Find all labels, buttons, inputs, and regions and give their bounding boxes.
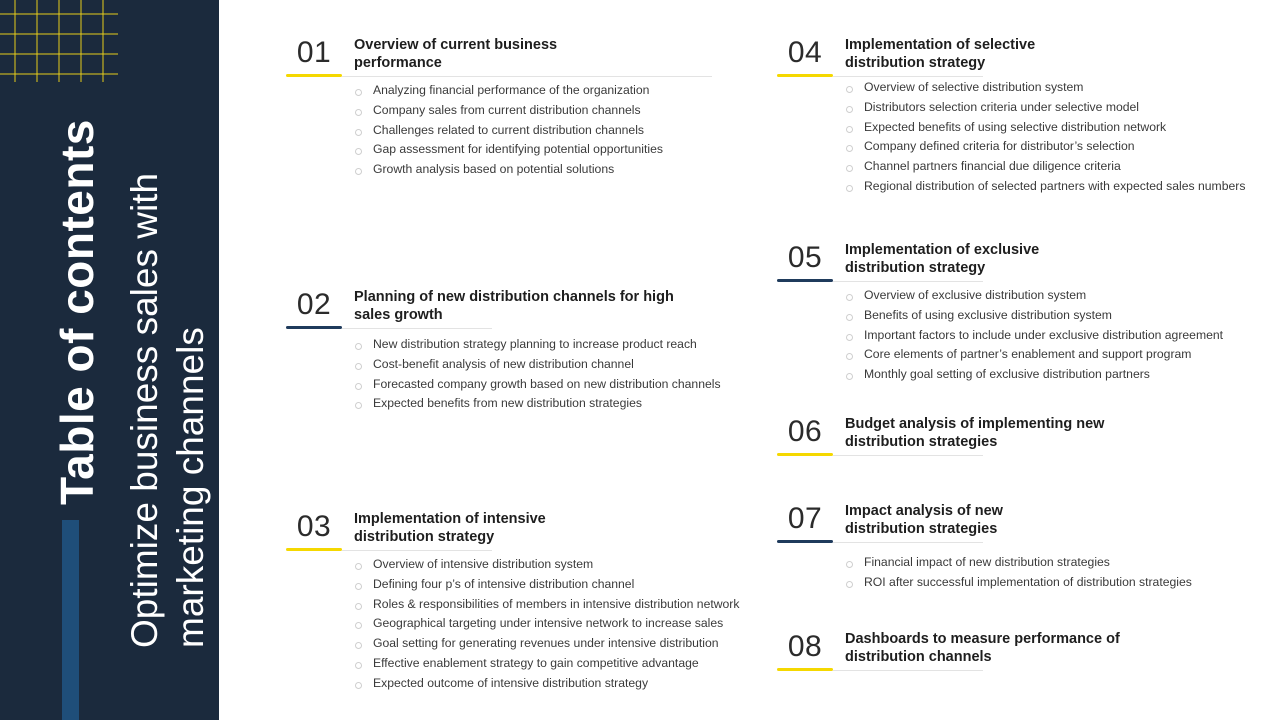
list-item: Expected benefits of using selective distribution network xyxy=(845,118,1245,138)
list-item: Overview of intensive distribution system xyxy=(354,555,739,575)
page-subtitle: Optimize business sales with marketing channels xyxy=(124,172,211,648)
list-item: ROI after successful implementation of distribution strategies xyxy=(845,573,1192,593)
list-item: Overview of exclusive distribution system xyxy=(845,286,1223,306)
section-title: Implementation of exclusive distribution strategy xyxy=(845,242,1040,276)
sidebar-panel xyxy=(0,0,219,720)
list-item: Overview of selective distribution system xyxy=(845,78,1245,98)
section-title: Planning of new distribution channels for high sales growth xyxy=(354,289,674,323)
section-underline xyxy=(286,74,342,77)
list-item: Company defined criteria for distributor’s selection xyxy=(845,137,1245,157)
page-title: Table of contents xyxy=(51,119,103,505)
section-number: 04 xyxy=(787,36,823,69)
list-item: Forecasted company growth based on new distribution channels xyxy=(354,375,721,395)
accent-bar xyxy=(62,520,79,720)
section-number: 05 xyxy=(787,241,823,274)
section-title: Budget analysis of implementing new distribution strategies xyxy=(845,416,1105,450)
section-number: 06 xyxy=(787,415,823,448)
section-number: 02 xyxy=(296,288,332,321)
section-underline xyxy=(777,540,833,543)
section-items xyxy=(845,553,1192,593)
list-item: Distributors selection criteria under selective model xyxy=(845,98,1245,118)
section-rule xyxy=(342,550,492,551)
list-item: Roles & responsibilities of members in intensive distribution network xyxy=(354,595,739,615)
section-rule xyxy=(342,328,492,329)
list-item: Important factors to include under exclusive distribution agreement xyxy=(845,326,1223,346)
list-item: Financial impact of new distribution strategies xyxy=(845,553,1192,573)
section-number: 03 xyxy=(296,510,332,543)
section-title: Impact analysis of new distribution strategies xyxy=(845,503,1003,537)
list-item: Geographical targeting under intensive network to increase sales xyxy=(354,614,739,634)
section-underline xyxy=(777,453,833,456)
list-item: Goal setting for generating revenues under intensive distribution xyxy=(354,634,739,654)
section-underline xyxy=(777,668,833,671)
section-items xyxy=(845,78,1245,197)
list-item: Expected outcome of intensive distribution strategy xyxy=(354,674,739,694)
section-items xyxy=(354,335,721,414)
list-item: Defining four p’s of intensive distribution channel xyxy=(354,575,739,595)
section-items xyxy=(354,81,663,180)
list-item: Monthly goal setting of exclusive distribution partners xyxy=(845,365,1223,385)
section-rule xyxy=(342,76,712,77)
section-rule xyxy=(833,670,983,671)
section-rule xyxy=(833,542,983,543)
section-title: Implementation of selective distribution strategy xyxy=(845,37,1036,71)
list-item: Company sales from current distribution channels xyxy=(354,101,663,121)
section-underline xyxy=(286,326,342,329)
list-item: Challenges related to current distribution channels xyxy=(354,121,663,141)
list-item: Benefits of using exclusive distribution system xyxy=(845,306,1223,326)
section-underline xyxy=(777,74,833,77)
list-item: New distribution strategy planning to increase product reach xyxy=(354,335,721,355)
list-item: Gap assessment for identifying potential opportunities xyxy=(354,140,663,160)
section-number: 07 xyxy=(787,502,823,535)
section-rule xyxy=(833,76,983,77)
section-title: Overview of current business performance xyxy=(354,37,558,71)
section-underline xyxy=(777,279,833,282)
list-item: Channel partners financial due diligence criteria xyxy=(845,157,1245,177)
list-item: Core elements of partner’s enablement and support program xyxy=(845,345,1223,365)
section-number: 08 xyxy=(787,630,823,663)
section-items xyxy=(845,286,1223,385)
list-item: Growth analysis based on potential solutions xyxy=(354,160,663,180)
list-item: Regional distribution of selected partners with expected sales numbers xyxy=(845,177,1245,197)
list-item: Effective enablement strategy to gain competitive advantage xyxy=(354,654,739,674)
list-item: Cost-benefit analysis of new distribution channel xyxy=(354,355,721,375)
section-number: 01 xyxy=(296,36,332,69)
list-item: Analyzing financial performance of the organization xyxy=(354,81,663,101)
section-items xyxy=(354,555,739,694)
section-title: Dashboards to measure performance of distribution channels xyxy=(845,631,1120,665)
section-rule xyxy=(833,281,983,282)
section-rule xyxy=(833,455,983,456)
list-item: Expected benefits from new distribution strategies xyxy=(354,394,721,414)
section-title: Implementation of intensive distribution strategy xyxy=(354,511,546,545)
section-underline xyxy=(286,548,342,551)
